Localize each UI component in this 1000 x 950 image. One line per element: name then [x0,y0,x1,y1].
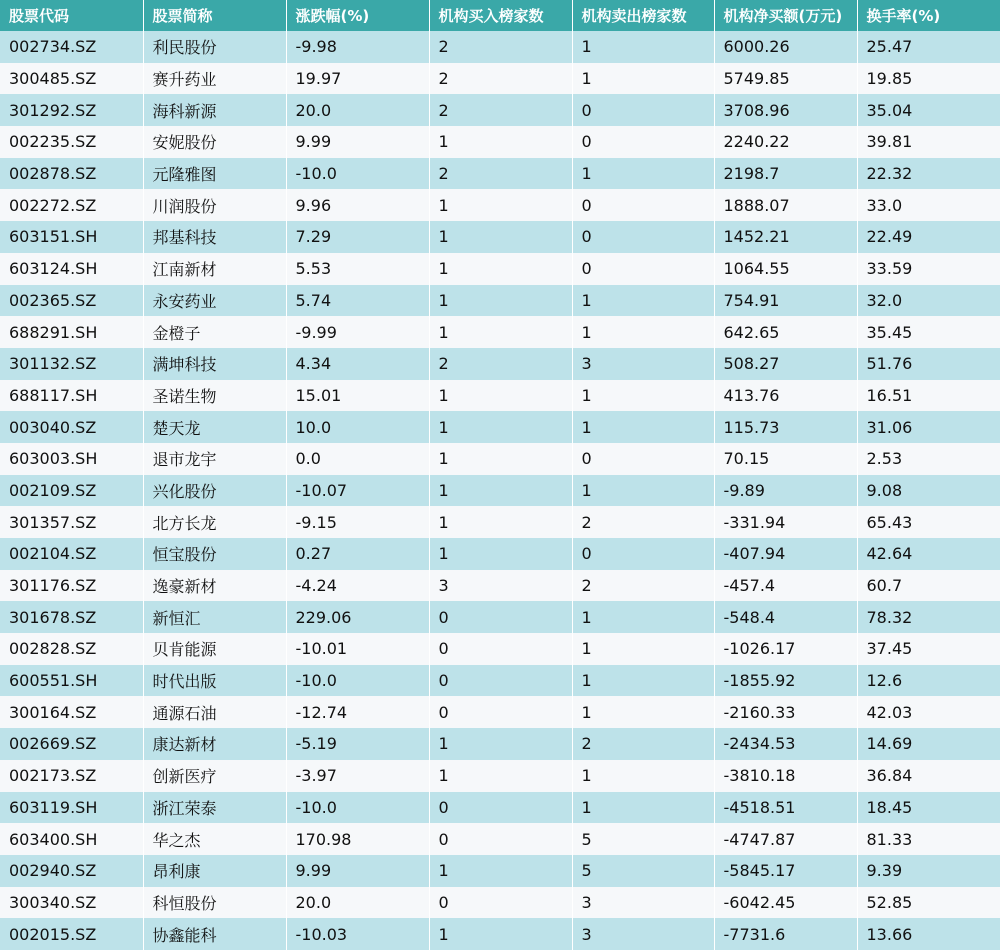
net-buy-cell: -2434.53 [714,728,857,760]
sell-count-cell: 1 [572,380,714,412]
stock-code-cell: 301678.SZ [0,601,143,633]
table-row [0,696,1000,728]
table-row [0,855,1000,887]
table-row [0,31,1000,63]
change-pct-cell: 15.01 [286,380,429,412]
sell-count-cell: 0 [572,538,714,570]
sell-count-cell: 0 [572,126,714,158]
buy-count-cell: 0 [429,823,572,855]
change-pct-cell: 10.0 [286,411,429,443]
stock-name-cell: 邦基科技 [143,221,286,253]
change-pct-cell: 9.99 [286,126,429,158]
turnover-cell: 2.53 [857,443,1000,475]
net-buy-cell: 3708.96 [714,94,857,126]
change-pct-cell: -10.03 [286,918,429,950]
stock-name-cell: 江南新材 [143,253,286,285]
turnover-cell: 52.85 [857,887,1000,919]
net-buy-cell: 1064.55 [714,253,857,285]
turnover-cell: 25.47 [857,31,1000,63]
table-row [0,94,1000,126]
buy-count-cell: 1 [429,760,572,792]
turnover-cell: 39.81 [857,126,1000,158]
turnover-cell: 22.32 [857,158,1000,190]
buy-count-cell: 2 [429,94,572,126]
buy-count-cell: 1 [429,253,572,285]
stock-code-cell: 603400.SH [0,823,143,855]
buy-count-cell: 1 [429,221,572,253]
buy-count-cell: 2 [429,348,572,380]
stock-code-cell: 002104.SZ [0,538,143,570]
table-row [0,538,1000,570]
change-pct-cell: -12.74 [286,696,429,728]
change-pct-cell: 19.97 [286,63,429,95]
change-pct-cell: -10.07 [286,475,429,507]
table-row [0,887,1000,919]
stock-name-cell: 川润股份 [143,189,286,221]
turnover-cell: 51.76 [857,348,1000,380]
net-buy-cell: 2198.7 [714,158,857,190]
table-row [0,158,1000,190]
table-row [0,475,1000,507]
turnover-cell: 37.45 [857,633,1000,665]
stock-name-cell: 通源石油 [143,696,286,728]
sell-count-cell: 0 [572,94,714,126]
stock-name-cell: 满坤科技 [143,348,286,380]
table-row [0,348,1000,380]
header-turnover: 换手率(%) [857,0,1000,31]
change-pct-cell: 0.0 [286,443,429,475]
sell-count-cell: 1 [572,475,714,507]
change-pct-cell: 20.0 [286,94,429,126]
buy-count-cell: 1 [429,380,572,412]
net-buy-cell: -457.4 [714,570,857,602]
change-pct-cell: -10.01 [286,633,429,665]
net-buy-cell: -548.4 [714,601,857,633]
turnover-cell: 35.04 [857,94,1000,126]
stock-code-cell: 301357.SZ [0,506,143,538]
stock-code-cell: 603119.SH [0,792,143,824]
change-pct-cell: -3.97 [286,760,429,792]
buy-count-cell: 1 [429,538,572,570]
stock-name-cell: 楚天龙 [143,411,286,443]
header-change-pct: 涨跌幅(%) [286,0,429,31]
table-row [0,601,1000,633]
stock-name-cell: 安妮股份 [143,126,286,158]
net-buy-cell: -2160.33 [714,696,857,728]
stock-name-cell: 圣诺生物 [143,380,286,412]
net-buy-cell: -6042.45 [714,887,857,919]
table-row [0,316,1000,348]
sell-count-cell: 0 [572,221,714,253]
stock-code-cell: 002173.SZ [0,760,143,792]
header-row [0,0,1000,31]
sell-count-cell: 5 [572,823,714,855]
stock-code-cell: 002828.SZ [0,633,143,665]
sell-count-cell: 2 [572,506,714,538]
turnover-cell: 31.06 [857,411,1000,443]
stock-code-cell: 002235.SZ [0,126,143,158]
sell-count-cell: 1 [572,792,714,824]
buy-count-cell: 2 [429,63,572,95]
net-buy-cell: -3810.18 [714,760,857,792]
buy-count-cell: 0 [429,696,572,728]
stock-name-cell: 北方长龙 [143,506,286,538]
buy-count-cell: 0 [429,887,572,919]
sell-count-cell: 5 [572,855,714,887]
stock-code-cell: 688117.SH [0,380,143,412]
buy-count-cell: 0 [429,665,572,697]
turnover-cell: 14.69 [857,728,1000,760]
net-buy-cell: 115.73 [714,411,857,443]
buy-count-cell: 1 [429,285,572,317]
stock-code-cell: 600551.SH [0,665,143,697]
stock-code-cell: 300485.SZ [0,63,143,95]
stock-name-cell: 贝肯能源 [143,633,286,665]
change-pct-cell: 5.53 [286,253,429,285]
stock-code-cell: 603151.SH [0,221,143,253]
buy-count-cell: 1 [429,855,572,887]
stock-name-cell: 时代出版 [143,665,286,697]
net-buy-cell: 1888.07 [714,189,857,221]
sell-count-cell: 1 [572,158,714,190]
stock-name-cell: 恒宝股份 [143,538,286,570]
sell-count-cell: 3 [572,887,714,919]
stock-code-cell: 002940.SZ [0,855,143,887]
change-pct-cell: 229.06 [286,601,429,633]
stock-code-cell: 002015.SZ [0,918,143,950]
stock-name-cell: 元隆雅图 [143,158,286,190]
buy-count-cell: 1 [429,506,572,538]
turnover-cell: 60.7 [857,570,1000,602]
table-row [0,918,1000,950]
stock-code-cell: 301292.SZ [0,94,143,126]
sell-count-cell: 0 [572,443,714,475]
change-pct-cell: -4.24 [286,570,429,602]
buy-count-cell: 1 [429,728,572,760]
net-buy-cell: -4747.87 [714,823,857,855]
stock-code-cell: 002669.SZ [0,728,143,760]
turnover-cell: 42.64 [857,538,1000,570]
buy-count-cell: 1 [429,918,572,950]
turnover-cell: 9.39 [857,855,1000,887]
header-stock-name: 股票简称 [143,0,286,31]
table-row [0,126,1000,158]
sell-count-cell: 0 [572,189,714,221]
stock-name-cell: 赛升药业 [143,63,286,95]
net-buy-cell: -407.94 [714,538,857,570]
turnover-cell: 19.85 [857,63,1000,95]
table-row [0,411,1000,443]
turnover-cell: 35.45 [857,316,1000,348]
turnover-cell: 22.49 [857,221,1000,253]
stock-name-cell: 海科新源 [143,94,286,126]
buy-count-cell: 1 [429,189,572,221]
stock-code-cell: 301132.SZ [0,348,143,380]
header-buy-count: 机构买入榜家数 [429,0,572,31]
sell-count-cell: 1 [572,665,714,697]
net-buy-cell: -7731.6 [714,918,857,950]
change-pct-cell: 20.0 [286,887,429,919]
change-pct-cell: -10.0 [286,665,429,697]
stock-code-cell: 002272.SZ [0,189,143,221]
stock-name-cell: 康达新材 [143,728,286,760]
buy-count-cell: 3 [429,570,572,602]
table-row [0,285,1000,317]
net-buy-cell: -4518.51 [714,792,857,824]
stock-name-cell: 逸豪新材 [143,570,286,602]
stock-name-cell: 退市龙宇 [143,443,286,475]
sell-count-cell: 3 [572,348,714,380]
sell-count-cell: 1 [572,316,714,348]
turnover-cell: 13.66 [857,918,1000,950]
stock-code-cell: 603003.SH [0,443,143,475]
net-buy-cell: 413.76 [714,380,857,412]
net-buy-cell: 2240.22 [714,126,857,158]
change-pct-cell: 9.96 [286,189,429,221]
stock-code-cell: 688291.SH [0,316,143,348]
table-row [0,823,1000,855]
sell-count-cell: 3 [572,918,714,950]
stock-code-cell: 603124.SH [0,253,143,285]
net-buy-cell: -9.89 [714,475,857,507]
table-body [0,31,1000,950]
net-buy-cell: -1026.17 [714,633,857,665]
net-buy-cell: -5845.17 [714,855,857,887]
buy-count-cell: 1 [429,411,572,443]
stock-name-cell: 昂利康 [143,855,286,887]
stock-name-cell: 新恒汇 [143,601,286,633]
sell-count-cell: 1 [572,633,714,665]
sell-count-cell: 1 [572,285,714,317]
net-buy-cell: -331.94 [714,506,857,538]
header-net-buy: 机构净买额(万元) [714,0,857,31]
turnover-cell: 12.6 [857,665,1000,697]
table-row [0,570,1000,602]
turnover-cell: 16.51 [857,380,1000,412]
stock-name-cell: 利民股份 [143,31,286,63]
turnover-cell: 81.33 [857,823,1000,855]
turnover-cell: 65.43 [857,506,1000,538]
buy-count-cell: 0 [429,601,572,633]
net-buy-cell: 70.15 [714,443,857,475]
change-pct-cell: -9.15 [286,506,429,538]
sell-count-cell: 0 [572,253,714,285]
table-row [0,380,1000,412]
table-row [0,63,1000,95]
net-buy-cell: 5749.85 [714,63,857,95]
change-pct-cell: 5.74 [286,285,429,317]
stock-name-cell: 兴化股份 [143,475,286,507]
turnover-cell: 9.08 [857,475,1000,507]
buy-count-cell: 1 [429,443,572,475]
net-buy-cell: -1855.92 [714,665,857,697]
turnover-cell: 42.03 [857,696,1000,728]
turnover-cell: 32.0 [857,285,1000,317]
stock-code-cell: 002365.SZ [0,285,143,317]
stock-name-cell: 浙江荣泰 [143,792,286,824]
table-row [0,792,1000,824]
stock-name-cell: 永安药业 [143,285,286,317]
change-pct-cell: 4.34 [286,348,429,380]
buy-count-cell: 1 [429,475,572,507]
stock-code-cell: 300340.SZ [0,887,143,919]
sell-count-cell: 2 [572,728,714,760]
sell-count-cell: 1 [572,411,714,443]
header-sell-count: 机构卖出榜家数 [572,0,714,31]
change-pct-cell: 7.29 [286,221,429,253]
table-row [0,506,1000,538]
buy-count-cell: 0 [429,633,572,665]
turnover-cell: 18.45 [857,792,1000,824]
turnover-cell: 33.59 [857,253,1000,285]
stock-code-cell: 301176.SZ [0,570,143,602]
stock-code-cell: 003040.SZ [0,411,143,443]
turnover-cell: 36.84 [857,760,1000,792]
change-pct-cell: -9.98 [286,31,429,63]
table-row [0,633,1000,665]
change-pct-cell: -10.0 [286,792,429,824]
stock-name-cell: 金橙子 [143,316,286,348]
stock-name-cell: 科恒股份 [143,887,286,919]
table-row [0,443,1000,475]
buy-count-cell: 1 [429,316,572,348]
change-pct-cell: -10.0 [286,158,429,190]
change-pct-cell: 9.99 [286,855,429,887]
header-stock-code: 股票代码 [0,0,143,31]
change-pct-cell: -9.99 [286,316,429,348]
stock-code-cell: 002109.SZ [0,475,143,507]
turnover-cell: 78.32 [857,601,1000,633]
sell-count-cell: 1 [572,696,714,728]
buy-count-cell: 2 [429,31,572,63]
sell-count-cell: 2 [572,570,714,602]
stock-name-cell: 华之杰 [143,823,286,855]
net-buy-cell: 1452.21 [714,221,857,253]
turnover-cell: 33.0 [857,189,1000,221]
change-pct-cell: -5.19 [286,728,429,760]
change-pct-cell: 0.27 [286,538,429,570]
change-pct-cell: 170.98 [286,823,429,855]
table-row [0,253,1000,285]
table-row [0,665,1000,697]
table-row [0,760,1000,792]
sell-count-cell: 1 [572,760,714,792]
buy-count-cell: 0 [429,792,572,824]
stock-code-cell: 300164.SZ [0,696,143,728]
net-buy-cell: 754.91 [714,285,857,317]
stock-name-cell: 协鑫能科 [143,918,286,950]
net-buy-cell: 6000.26 [714,31,857,63]
stock-name-cell: 创新医疗 [143,760,286,792]
table-row [0,728,1000,760]
sell-count-cell: 1 [572,601,714,633]
net-buy-cell: 642.65 [714,316,857,348]
sell-count-cell: 1 [572,31,714,63]
table-row [0,221,1000,253]
stock-code-cell: 002878.SZ [0,158,143,190]
buy-count-cell: 2 [429,158,572,190]
buy-count-cell: 1 [429,126,572,158]
table-row [0,189,1000,221]
net-buy-cell: 508.27 [714,348,857,380]
stock-code-cell: 002734.SZ [0,31,143,63]
sell-count-cell: 1 [572,63,714,95]
